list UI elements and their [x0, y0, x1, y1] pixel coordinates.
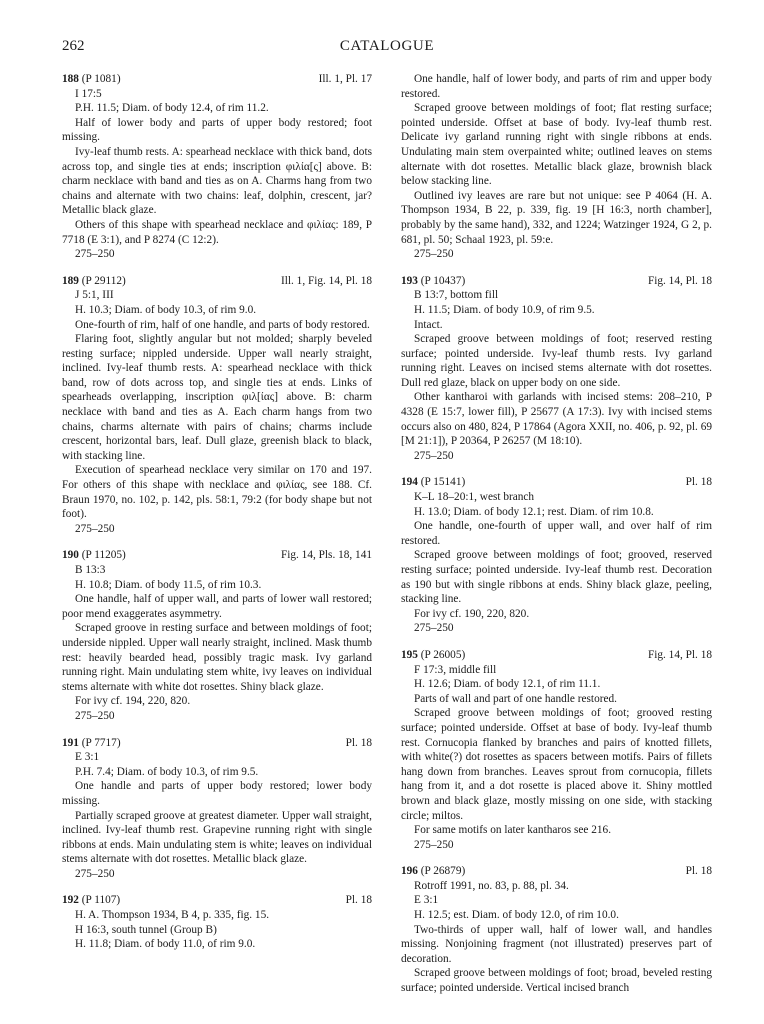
entry-detail-line: P.H. 11.5; Diam. of body 12.4, of rim 11.2.	[75, 102, 269, 115]
inventory-number: (P 15141)	[420, 476, 466, 489]
entry-number: 190	[62, 549, 79, 562]
entry-detail-line: H. 10.8; Diam. of body 11.5, of rim 10.3.	[75, 578, 262, 591]
entry-date: 275–250	[75, 248, 115, 261]
entry-number: 192	[62, 894, 79, 907]
entry-number: 196	[401, 865, 418, 878]
entry-paragraph: Scraped groove between moldings of foot; reserved resting surface; pointed underside. Ivy-leaf thumb rests. Ivy garland running right. Leaves on incised stems alternate with dot rosettes. Dull red glaze, black on upper body on one side.	[401, 333, 712, 389]
entry-heading	[62, 548, 372, 563]
catalogue-entry	[62, 274, 372, 537]
entry-detail-line: H. 11.5; Diam. of body 10.9, of rim 9.5.	[414, 303, 595, 316]
entry-paragraph: Partially scraped groove at greatest diameter. Upper wall straight, inclined. Ivy-leaf thumb rest. Grapevine running right with single ribbons at ends. Main undulating stem is white; leaves on individual stems alternate with dot rosettes. Metallic black glaze.	[62, 809, 372, 866]
entry-paragraph: Parts of wall and part of one handle restored.	[414, 692, 617, 705]
catalogue-entry	[401, 864, 712, 995]
illustration-ref: Fig. 14, Pl. 18	[647, 648, 712, 661]
catalogue-entry	[401, 72, 712, 262]
entry-date: 275–250	[414, 248, 454, 261]
entry-paragraph: Scraped groove between moldings of foot; grooved resting surface; pointed underside. Offset at base of body. Ivy-leaf thumb rest. Cornucopia flanked by branches and pairs of knotted fillets, with white(?) dot rosettes as spacers between motifs. Pairs of fillets hang down from branches. Leaves sprout from cornucopia, fillets hang from it, and a dot rosette is placed above it. Shiny mottled brown and black glaze, mostly missing on one side, with stacking circle; miltos.	[401, 707, 712, 822]
entry-paragraph: Scraped groove between moldings of foot; broad, beveled resting surface; pointed underside. Vertical incised branch	[401, 967, 712, 995]
entry-number: 195	[401, 648, 418, 661]
catalogue-entry	[62, 72, 372, 262]
inventory-number: (P 1081)	[81, 73, 121, 85]
inventory-number: (P 1107)	[81, 894, 121, 907]
illustration-ref: Pl. 18	[345, 894, 372, 907]
entry-detail-line: K–L 18–20:1, west branch	[414, 491, 535, 504]
entry-paragraph: Other kantharoi with garlands with incised stems: 208–210, P 4328 (E 15:7, lower fill), P 25677 (A 17:3). Ivy with incised stems occurs also on 480, 824, P 17864 (Agora XXII, no. 406, p. 92, pl. 69 [M 21:1]), P 20364, P 26257 (M 18:10).	[401, 391, 712, 448]
entry-detail-line: B 13:3	[75, 564, 106, 576]
catalogue-entry	[401, 274, 712, 464]
page-header	[62, 38, 712, 58]
entry-detail-line: H. 12.5; est. Diam. of body 12.0, of rim 10.0.	[414, 909, 619, 922]
entry-paragraph: Half of lower body and parts of upper body restored; foot missing.	[62, 116, 372, 144]
entry-number: 188	[62, 73, 79, 85]
entry-paragraph: One handle and parts of upper body restored; lower body missing.	[62, 780, 372, 807]
entry-heading	[401, 864, 712, 879]
entry-detail-line: H. 10.3; Diam. of body 10.3, of rim 9.0.	[75, 303, 257, 316]
catalogue-entry	[62, 893, 372, 951]
entry-heading	[62, 893, 372, 908]
entry-detail-line: H 16:3, south tunnel (Group B)	[75, 923, 217, 936]
illustration-ref: Ill. 1, Pl. 17	[318, 73, 372, 85]
left-column	[62, 72, 372, 964]
entry-detail-line: H. 13.0; Diam. of body 12.1; rest. Diam. of rim 10.8.	[414, 505, 654, 518]
entry-paragraph: For same motifs on later kantharos see 216.	[414, 824, 612, 837]
inventory-number: (P 7717)	[81, 736, 121, 749]
entry-paragraph: Scraped groove in resting surface and between moldings of foot; underside nippled. Upper wall nearly straight, inclined. Mask thumb rest: heavily bearded head, possibly tragic mask. Ivy garland running right. Main undulating stem white, ivy leaves on individual stems alternate with white dot rosettes. Shiny black glaze.	[62, 622, 372, 693]
illustration-ref: Pl. 18	[685, 476, 712, 489]
entry-paragraph: Ivy-leaf thumb rests. A: spearhead necklace with thick band, dots across top, and single ties at ends; inscription φιλία[ς] above. B: charm necklace with band and ties as on A. Charms hang from two chains and alternate with two chains: leaf, dolphin, crescent, jar? Metallic black glaze.	[62, 145, 372, 217]
entry-paragraph: Scraped groove between moldings of foot; flat resting surface; pointed underside. Offset at base of body. Ivy-leaf thumb rest. Delicate ivy garland running right with single ribbons at ends. Undulating main stem overpainted white; outlined leaves on stems alternate with dot rosettes. Metallic black glaze, brownish black below stacking line.	[401, 102, 712, 188]
entry-number: 191	[62, 736, 79, 749]
entry-paragraph: Execution of spearhead necklace very similar on 170 and 197. For others of this shape with necklace and φιλίας, see 188. Cf. Braun 1970, no. 102, p. 142, pls. 58:1, 79:2 (for body shape but not foot).	[62, 464, 372, 521]
entry-paragraph: Flaring foot, slightly angular but not molded; sharply beveled resting surface; nippled underside. Upper wall nearly straight, inclined. Ivy-leaf thumb rests. A: spearhead necklace with thick band, row of dots across top, and single ties at ends. Links of spearheads overlapping, inscription φιλ[ίας] above. B: charm necklace with band and ties as A. Each charm hangs from two chains, charms alternate with pairs of chains; charms include crescent, horizontal bars, leaf. Dull glaze, greenish black to black, with stacking line.	[62, 333, 372, 462]
illustration-ref: Pl. 18	[685, 865, 712, 878]
entry-number: 193	[401, 274, 418, 287]
entry-paragraph: One handle, half of upper wall, and parts of lower wall restored; poor mend exaggerates asymmetry.	[62, 593, 372, 620]
entry-paragraph: For ivy cf. 194, 220, 820.	[75, 695, 191, 708]
entry-date: 275–250	[75, 867, 115, 880]
entry-detail-line: H. 12.6; Diam. of body 12.1, of rim 11.1.	[414, 678, 601, 691]
catalogue-entry	[401, 648, 712, 852]
illustration-ref: Pl. 18	[345, 736, 372, 749]
entry-number: 194	[401, 476, 418, 489]
entry-heading	[62, 72, 372, 87]
entry-paragraph: For ivy cf. 190, 220, 820.	[414, 607, 530, 620]
entry-date: 275–250	[414, 622, 454, 635]
entry-paragraph: Scraped groove between moldings of foot; grooved, reserved resting surface; pointed underside. Ivy-leaf thumb rest. Decoration as 190 but with single ribbons at ends. Shiny black glaze, peeling, stacking line.	[401, 549, 712, 606]
illustration-ref: Fig. 14, Pl. 18	[647, 274, 712, 287]
entry-paragraph: Two-thirds of upper wall, half of lower wall, and handles missing. Nonjoining fragment (not illustrated) preserves part of decoration.	[401, 923, 712, 965]
entry-detail-line: I 17:5	[75, 87, 102, 100]
entry-heading	[401, 274, 712, 289]
entry-detail-line: Intact.	[414, 318, 443, 331]
entry-paragraph: One handle, one-fourth of upper wall, and over half of rim restored.	[401, 520, 712, 547]
entry-date: 275–250	[414, 838, 454, 851]
illustration-ref: Fig. 14, Pls. 18, 141	[280, 549, 372, 562]
entry-heading	[62, 736, 372, 751]
inventory-number: (P 10437)	[420, 274, 466, 287]
entry-detail-line: H. 11.8; Diam. of body 11.0, of rim 9.0.	[75, 938, 256, 951]
entry-paragraph: One handle, half of lower body, and parts of rim and upper body restored.	[401, 73, 712, 100]
entry-paragraph: Others of this shape with spearhead necklace and φιλίας: 189, P 7718 (E 3:1), and P 8274 (C 12:2).	[62, 218, 372, 246]
entry-detail-line: Rotroff 1991, no. 83, p. 88, pl. 34.	[414, 879, 569, 892]
entry-detail-line: P.H. 7.4; Diam. of body 10.3, of rim 9.5.	[75, 765, 259, 778]
entry-detail-line: B 13:7, bottom fill	[414, 289, 499, 302]
inventory-number: (P 26005)	[420, 648, 466, 661]
inventory-number: (P 29112)	[81, 274, 126, 287]
entry-number: 189	[62, 274, 79, 287]
entry-date: 275–250	[75, 709, 115, 722]
page-number: 262	[62, 38, 85, 54]
inventory-number: (P 11205)	[81, 549, 126, 562]
catalogue-entry	[401, 475, 712, 636]
illustration-ref: Ill. 1, Fig. 14, Pl. 18	[280, 274, 372, 287]
running-title: CATALOGUE	[339, 38, 435, 54]
entry-date: 275–250	[414, 449, 454, 462]
catalogue-entry	[62, 736, 372, 882]
entry-detail-line: H. A. Thompson 1934, B 4, p. 335, fig. 15.	[75, 909, 270, 922]
entry-detail-line: J 5:1, III	[75, 289, 114, 302]
entry-heading	[62, 274, 372, 289]
inventory-number: (P 26879)	[420, 865, 466, 878]
entry-detail-line: E 3:1	[414, 894, 439, 907]
entry-heading	[401, 648, 712, 663]
catalogue-entry	[62, 548, 372, 723]
entry-detail-line: E 3:1	[75, 751, 100, 764]
entry-detail-line: F 17:3, middle fill	[414, 663, 497, 676]
entry-date: 275–250	[75, 522, 115, 535]
entry-paragraph: One-fourth of rim, half of one handle, and parts of body restored.	[75, 318, 370, 331]
right-column	[401, 72, 712, 1008]
entry-paragraph: Outlined ivy leaves are rare but not unique: see P 4064 (H. A. Thompson 1934, B 22, p. 339, fig. 19 [H 16:3, north chamber], probably by the same hand), 332, and 1224; Watzinger 1924, G 2, p. 681, pl. 50; Schaal 1923, pl. 59:e.	[401, 189, 712, 246]
entry-heading	[401, 475, 712, 490]
